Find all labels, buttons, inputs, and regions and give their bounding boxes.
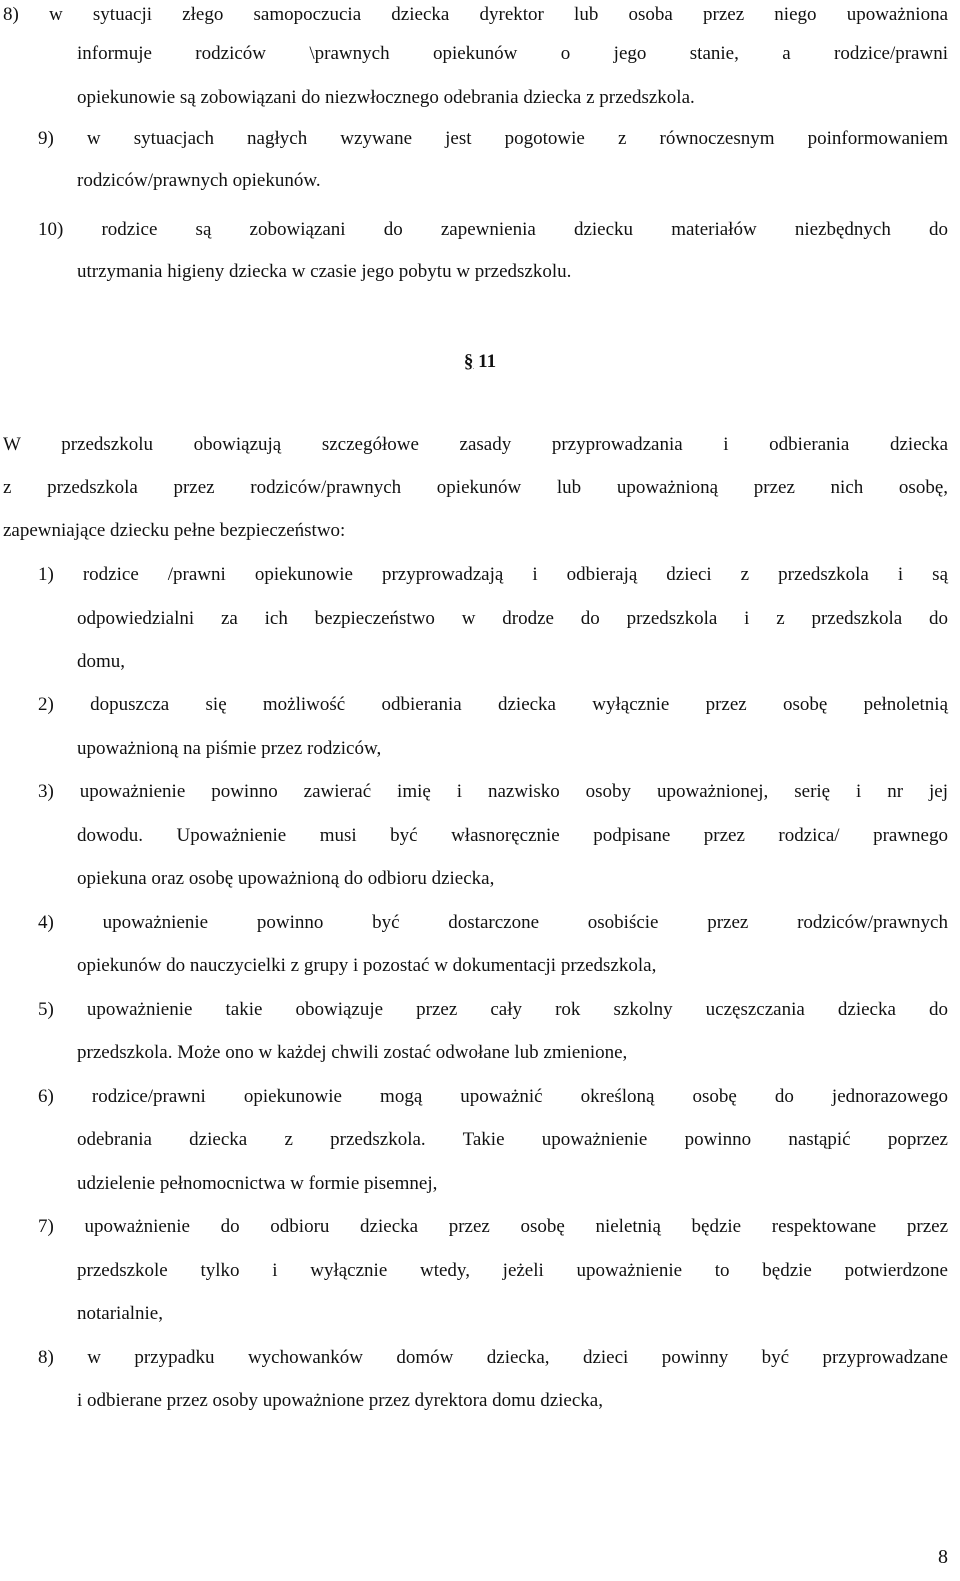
intro-line-3: zapewniające dziecku pełne bezpieczeństwo: — [3, 520, 346, 541]
list-item-1-line-3: domu, — [77, 651, 126, 672]
section-symbol: § — [463, 351, 474, 372]
item-9-line-2: rodziców/prawnych opiekunów. — [77, 170, 321, 191]
list-item-1-line-1: 1) rodzice /prawni opiekunowie przyprowadzają i odbierają dzieci z przedszkola i są — [38, 564, 948, 585]
list-item-8-line-2: i odbierane przez osoby upoważnione przez dyrektora domu dziecka, — [77, 1390, 603, 1411]
list-item-7-line-2: przedszkole tylko i wyłącznie wtedy, jeżeli upoważnienie to będzie potwierdzone — [77, 1260, 948, 1281]
list-item-7-line-1: 7) upoważnienie do odbioru dziecka przez osobę nieletnią będzie respektowane przez — [38, 1216, 948, 1237]
list-item-6-line-1: 6) rodzice/prawni opiekunowie mogą upoważnić określoną osobę do jednorazowego — [38, 1086, 948, 1107]
list-item-1-line-2: odpowiedzialni za ich bezpieczeństwo w drodze do przedszkola i z przedszkola do — [77, 608, 948, 629]
list-item-6-line-2: odebrania dziecka z przedszkola. Takie upoważnienie powinno nastąpić poprzez — [77, 1129, 948, 1150]
list-item-3-line-3: opiekuna oraz osobę upoważnioną do odbioru dziecka, — [77, 868, 495, 889]
list-item-4-line-1: 4) upoważnienie powinno być dostarczone osobiście przez rodziców/prawnych — [38, 912, 948, 933]
list-item-2-line-1: 2) dopuszcza się możliwość odbierania dziecka wyłącznie przez osobę pełnoletnią — [38, 694, 948, 715]
intro-line-1: W przedszkolu obowiązują szczegółowe zasady przyprowadzania i odbierania dziecka — [3, 434, 948, 455]
item-8-line-1: 8) w sytuacji złego samopoczucia dziecka dyrektor lub osoba przez niego upoważniona — [3, 4, 948, 25]
item-8-line-2: informuje rodziców \prawnych opiekunów o jego stanie, a rodzice/prawni — [77, 43, 948, 64]
list-item-8-line-1: 8) w przypadku wychowanków domów dziecka, dzieci powinny być przyprowadzane — [38, 1347, 948, 1368]
list-item-3-line-1: 3) upoważnienie powinno zawierać imię i nazwisko osoby upoważnionej, serię i nr jej — [38, 781, 948, 802]
section-number: 11 — [473, 351, 497, 372]
page-number: 8 — [938, 1546, 948, 1568]
list-item-7-line-3: notarialnie, — [77, 1303, 163, 1324]
intro-line-2: z przedszkola przez rodziców/prawnych opiekunów lub upoważnioną przez nich osobę, — [3, 477, 948, 498]
item-9-line-1: 9) w sytuacjach nagłych wzywane jest pogotowie z równoczesnym poinformowaniem — [38, 128, 948, 149]
section-heading — [0, 350, 960, 374]
list-item-2-line-2: upoważnioną na piśmie przez rodziców, — [77, 738, 382, 759]
item-10-line-2: utrzymania higieny dziecka w czasie jego pobytu w przedszkolu. — [77, 261, 572, 282]
list-item-5-line-1: 5) upoważnienie takie obowiązuje przez cały rok szkolny uczęszczania dziecka do — [38, 999, 948, 1020]
list-item-6-line-3: udzielenie pełnomocnictwa w formie pisemnej, — [77, 1173, 438, 1194]
list-item-3-line-2: dowodu. Upoważnienie musi być własnoręcznie podpisane przez rodzica/ prawnego — [77, 825, 948, 846]
item-10-line-1: 10) rodzice są zobowiązani do zapewnienia dziecku materiałów niezbędnych do — [38, 219, 948, 240]
list-item-4-line-2: opiekunów do nauczycielki z grupy i pozostać w dokumentacji przedszkola, — [77, 955, 657, 976]
list-item-5-line-2: przedszkola. Może ono w każdej chwili zostać odwołane lub zmienione, — [77, 1042, 628, 1063]
item-8-line-3: opiekunowie są zobowiązani do niezwłocznego odebrania dziecka z przedszkola. — [77, 87, 695, 108]
